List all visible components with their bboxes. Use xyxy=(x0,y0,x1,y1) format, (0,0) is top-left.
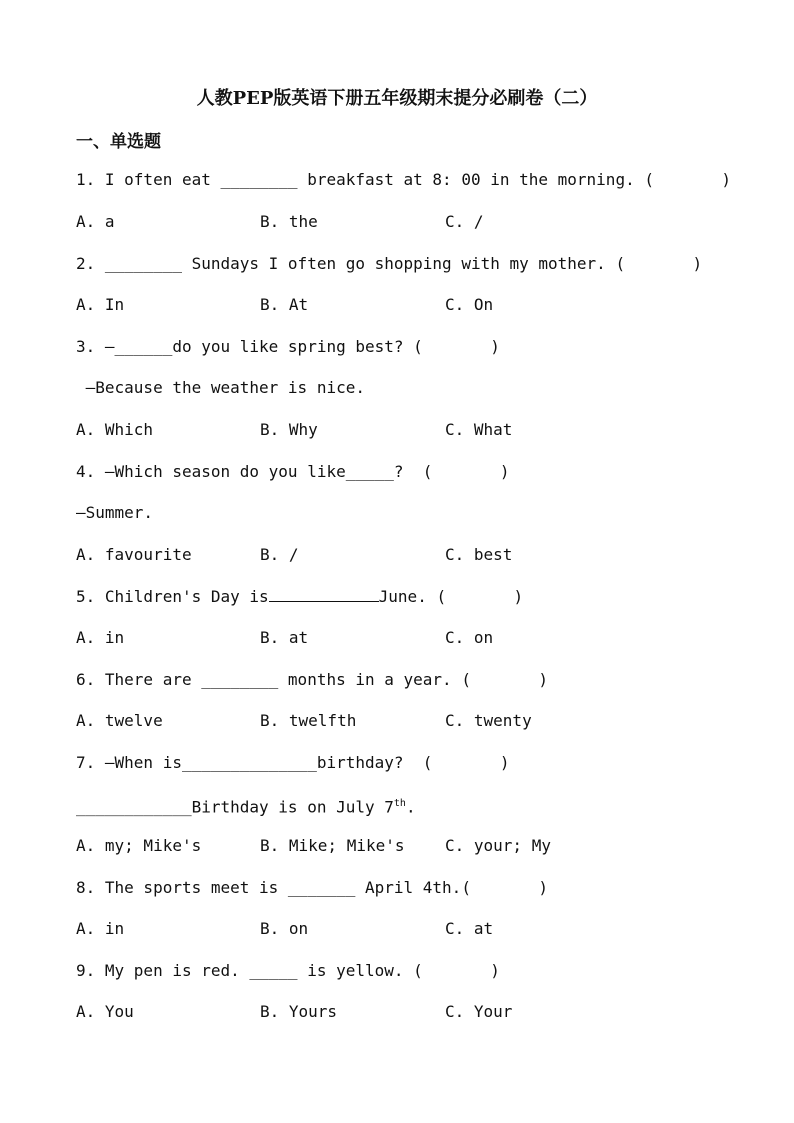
q7-option-b: B. Mike; Mike's xyxy=(260,836,405,855)
question-3: 3. —______do you like spring best? ( ) xyxy=(76,337,500,356)
q8-option-c: C. at xyxy=(445,919,494,938)
q7-option-a: A. my; Mike's xyxy=(76,836,202,855)
q9-option-a: A. You xyxy=(76,1002,134,1021)
q4-option-a: A. favourite xyxy=(76,545,192,564)
q9-option-b: B. Yours xyxy=(260,1002,338,1021)
answer-blank xyxy=(269,585,379,602)
q8-option-a: A. in xyxy=(76,919,125,938)
question-4-reply: —Summer. xyxy=(76,503,154,522)
question-4: 4. —Which season do you like_____? ( ) xyxy=(76,462,510,481)
q3-option-c: C. What xyxy=(445,420,513,439)
q4-option-b: B. / xyxy=(260,545,299,564)
q6-option-c: C. twenty xyxy=(445,711,532,730)
section-heading: 一、单选题 xyxy=(76,132,161,152)
q5-option-a: A. in xyxy=(76,628,125,647)
question-7: 7. —When is______________birthday? ( ) xyxy=(76,753,510,772)
question-3-reply: —Because the weather is nice. xyxy=(76,378,365,397)
q7-option-c: C. your; My xyxy=(445,836,551,855)
question-5-end: June. ( ) xyxy=(378,587,524,606)
q5-option-b: B. at xyxy=(260,628,309,647)
question-7-reply-text: ____________Birthday is on July 7 xyxy=(76,797,394,817)
question-6: 6. There are ________ months in a year. ( ) xyxy=(76,670,549,689)
q2-option-a: A. In xyxy=(76,295,125,314)
q8-option-b: B. on xyxy=(260,919,309,938)
q3-option-a: A. Which xyxy=(76,420,154,439)
question-2: 2. ________ Sundays I often go shopping with my mother. ( ) xyxy=(76,254,703,273)
question-5 xyxy=(76,585,523,608)
q2-option-c: C. On xyxy=(445,295,494,314)
ordinal-suffix: th xyxy=(393,798,406,809)
question-8: 8. The sports meet is _______ April 4th.( ) xyxy=(76,878,549,897)
q6-option-a: A. twelve xyxy=(76,711,163,730)
page-title: 人教PEP版英语下册五年级期末提分必刷卷（二） xyxy=(196,88,598,109)
q1-option-c: C. / xyxy=(445,212,484,231)
question-1: 1. I often eat ________ breakfast at 8: 00 in the morning. ( ) xyxy=(76,170,732,189)
q1-option-a: A. a xyxy=(76,212,115,231)
q9-option-c: C. Your xyxy=(445,1002,513,1021)
q5-option-c: C. on xyxy=(445,628,494,647)
q3-option-b: B. Why xyxy=(260,420,318,439)
q4-option-c: C. best xyxy=(445,545,513,564)
period: . xyxy=(405,797,416,817)
question-5-start: 5. Children's Day is xyxy=(76,587,269,606)
q1-option-b: B. the xyxy=(260,212,318,231)
q2-option-b: B. At xyxy=(260,295,309,314)
question-7-reply xyxy=(76,793,416,818)
question-9: 9. My pen is red. _____ is yellow. ( ) xyxy=(76,961,500,980)
q6-option-b: B. twelfth xyxy=(260,711,357,730)
